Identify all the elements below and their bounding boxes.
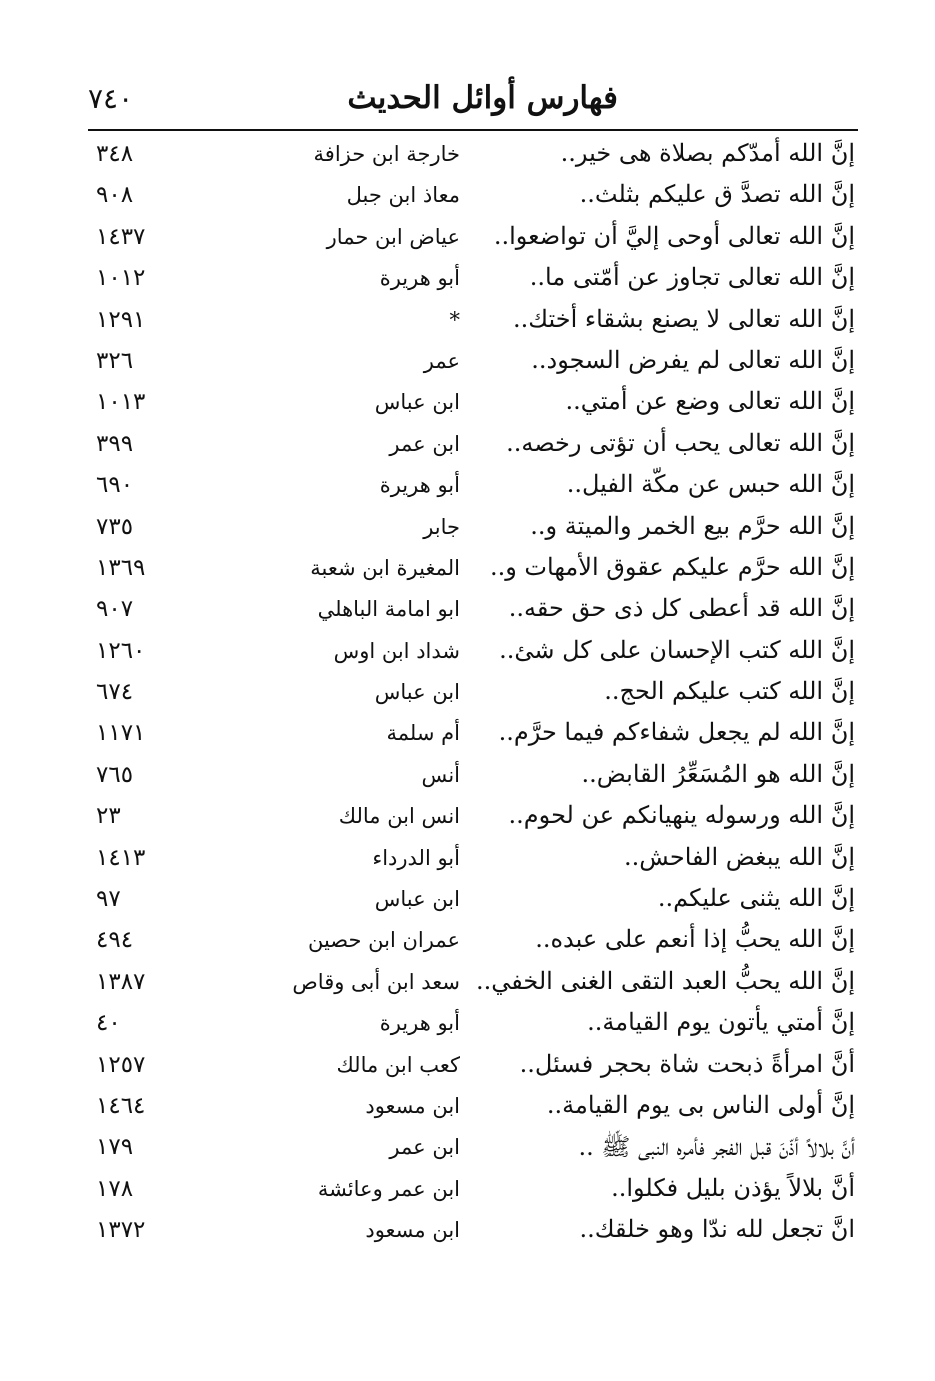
hadith-opening: أنَّ بلالاً أذّنَ قبل الفجر فأمره النبى ﷺ ..: [578, 1133, 855, 1162]
header-rule: [88, 129, 858, 131]
hadith-index-list: [0, 137, 935, 1255]
hadith-opening: إنَّ الله تعالى وضع عن أمتي..: [565, 387, 855, 416]
narrator-name: أم سلمة: [386, 721, 460, 746]
narrator-name: أبو هريرة: [379, 1011, 460, 1036]
hadith-opening: إنَّ الله تعالى لم يفرض السجود..: [531, 345, 855, 374]
narrator-name: ابن عمر وعائشة: [317, 1176, 460, 1201]
hadith-number: ١٣٨٧: [96, 968, 146, 995]
hadith-opening: إنَّ الله حرَّم بيع الخمر والميتة و..: [530, 511, 855, 540]
hadith-number: ١٣٦٩: [96, 554, 146, 581]
hadith-number: ١٧٨: [96, 1175, 134, 1202]
narrator-name: ابن مسعود: [365, 1093, 460, 1118]
narrator-name: أبو هريرة: [379, 473, 460, 498]
index-entry: [0, 882, 935, 923]
narrator-name: أبو الدرداء: [372, 845, 460, 870]
index-entry: [0, 178, 935, 219]
hadith-number: ٤٠: [96, 1010, 121, 1037]
hadith-opening: إنَّ الله لم يجعل شفاءكم فيما حرَّم..: [498, 718, 855, 747]
hadith-number: ١١٧١: [96, 720, 146, 747]
index-entry: [0, 1048, 935, 1089]
index-entry: [0, 137, 935, 178]
hadith-number: ١٠١٢: [96, 265, 146, 292]
hadith-number: ٦٧٤: [96, 679, 134, 706]
hadith-opening: إنَّ الله ورسوله ينهيانكم عن لحوم..: [508, 801, 855, 830]
index-entry: [0, 923, 935, 964]
hadith-number: ١٢٥٧: [96, 1051, 146, 1078]
narrator-name: عمران ابن حصين: [307, 928, 460, 953]
hadith-number: ١٣٧٢: [96, 1217, 146, 1244]
index-entry: [0, 716, 935, 757]
index-entry: [0, 1172, 935, 1213]
hadith-number: ٦٩٠: [96, 472, 134, 499]
hadith-number: ٩٧: [96, 886, 121, 913]
hadith-opening: إنَّ الله تعالى تجاوز عن أمّتى ما..: [529, 263, 855, 292]
index-entry: [0, 303, 935, 344]
index-entry: [0, 344, 935, 385]
index-entry: [0, 758, 935, 799]
hadith-number: ٩٠٨: [96, 182, 134, 209]
hadith-opening: إنَّ الله يحبُّ العبد التقى الغنى الخفي..: [475, 966, 855, 995]
hadith-opening: إنَّ الله قد أعطى كل ذى حق حقه..: [508, 594, 855, 623]
hadith-opening: إنَّ الله يبغض الفاحش..: [624, 842, 855, 871]
index-entry: [0, 427, 935, 468]
hadith-number: ٩٠٧: [96, 596, 134, 623]
narrator-name: ابن عباس: [374, 680, 460, 705]
narrator-name: عياض ابن حمار: [326, 224, 460, 249]
hadith-opening: إنَّ الله تعالى أوحى إليَّ أن تواضعوا..: [493, 221, 855, 250]
narrator-name: خارجة ابن حزافة: [313, 142, 460, 166]
hadith-opening: إنَّ الله كتب عليكم الحج..: [604, 677, 855, 706]
narrator-name: عمر: [423, 348, 460, 373]
index-entry: [0, 634, 935, 675]
narrator-name: المغيرة ابن شعبة: [310, 555, 460, 580]
narrator-name: *: [449, 307, 460, 332]
hadith-opening: إنَّ الله تعالى لا يصنع بشقاء أختك..: [513, 304, 855, 333]
hadith-opening: إنَّ الله كتب الإحسان على كل شئ..: [499, 635, 855, 664]
narrator-name: كعب ابن مالك: [336, 1052, 460, 1077]
running-title: فهارس أوائل الحديث: [347, 80, 618, 116]
page-number: ٧٤٠: [88, 82, 134, 115]
index-entry: [0, 1130, 935, 1171]
hadith-number: ٤٩٤: [96, 927, 134, 954]
hadith-number: ٧٦٥: [96, 761, 134, 788]
narrator-name: ابن عباس: [374, 887, 460, 912]
hadith-number: ١٢٦٠: [96, 637, 146, 664]
index-entry: [0, 1089, 935, 1130]
hadith-opening: إنَّ الله أمدّكم بصلاة هى خير..: [560, 139, 855, 167]
hadith-number: ١٠١٣: [96, 389, 146, 416]
narrator-name: أبو هريرة: [379, 266, 460, 291]
narrator-name: انس ابن مالك: [338, 804, 460, 829]
narrator-name: جابر: [423, 514, 460, 539]
hadith-number: ٣٩٩: [96, 430, 134, 457]
hadith-opening: إنَّ أمتي يأتون يوم القيامة..: [587, 1008, 855, 1037]
narrator-name: أنس: [421, 762, 460, 787]
hadith-number: ١٧٩: [96, 1134, 134, 1161]
index-entry: [0, 1213, 935, 1254]
hadith-opening: إنَّ الله حبس عن مكّة الفيل..: [566, 470, 855, 499]
index-entry: [0, 468, 935, 509]
hadith-opening: انَّ تجعل لله ندّا وهو خلقك..: [579, 1215, 855, 1244]
narrator-name: سعد ابن أبى وقاص: [292, 969, 460, 994]
hadith-number: ١٤١٣: [96, 844, 146, 871]
narrator-name: ابن عمر: [389, 1135, 460, 1160]
index-entry: [0, 675, 935, 716]
hadith-number: ١٤٦٤: [96, 1092, 146, 1119]
index-entry: [0, 261, 935, 302]
narrator-name: معاذ ابن جبل: [346, 183, 460, 208]
page-header: [88, 78, 858, 124]
hadith-number: ١٢٩١: [96, 306, 146, 333]
index-entry: [0, 592, 935, 633]
hadith-opening: إنَّ أولى الناس بى يوم القيامة..: [546, 1090, 855, 1119]
hadith-opening: إنَّ الله تعالى يحب أن تؤتى رخصه..: [506, 428, 855, 457]
hadith-number: ٧٣٥: [96, 513, 134, 540]
hadith-number: ٣٤٨: [96, 141, 134, 167]
index-entry: [0, 841, 935, 882]
hadith-opening: إنَّ الله تصدَّ ق عليكم بثلث..: [579, 180, 855, 209]
hadith-number: ٣٢٦: [96, 347, 134, 374]
index-entry: [0, 510, 935, 551]
hadith-opening: أنَّ بلالاً يؤذن بليل فكلوا..: [611, 1173, 855, 1202]
hadith-number: ١٤٣٧: [96, 223, 146, 250]
index-entry: [0, 551, 935, 592]
hadith-number: ٢٣: [96, 803, 121, 830]
narrator-name: شداد ابن اوس: [333, 638, 460, 663]
narrator-name: ابو امامة الباهلي: [317, 597, 460, 622]
index-entry: [0, 1006, 935, 1047]
hadith-opening: إنَّ الله هو المُسَعِّرُ القابض..: [581, 759, 855, 788]
index-entry: [0, 220, 935, 261]
index-entry: [0, 799, 935, 840]
hadith-opening: إنَّ الله حرَّم عليكم عقوق الأمهات و..: [489, 552, 855, 581]
hadith-opening: إنَّ الله يحبُّ إذا أنعم على عبده..: [535, 925, 855, 954]
index-entry: [0, 965, 935, 1006]
index-entry: [0, 385, 935, 426]
narrator-name: ابن عمر: [389, 431, 460, 456]
narrator-name: ابن عباس: [374, 390, 460, 415]
hadith-opening: إنَّ الله يثنى عليكم..: [657, 884, 855, 913]
hadith-opening: أنَّ امرأةً ذبحت شاة بحجر فسئل..: [519, 1049, 855, 1078]
narrator-name: ابن مسعود: [365, 1218, 460, 1243]
